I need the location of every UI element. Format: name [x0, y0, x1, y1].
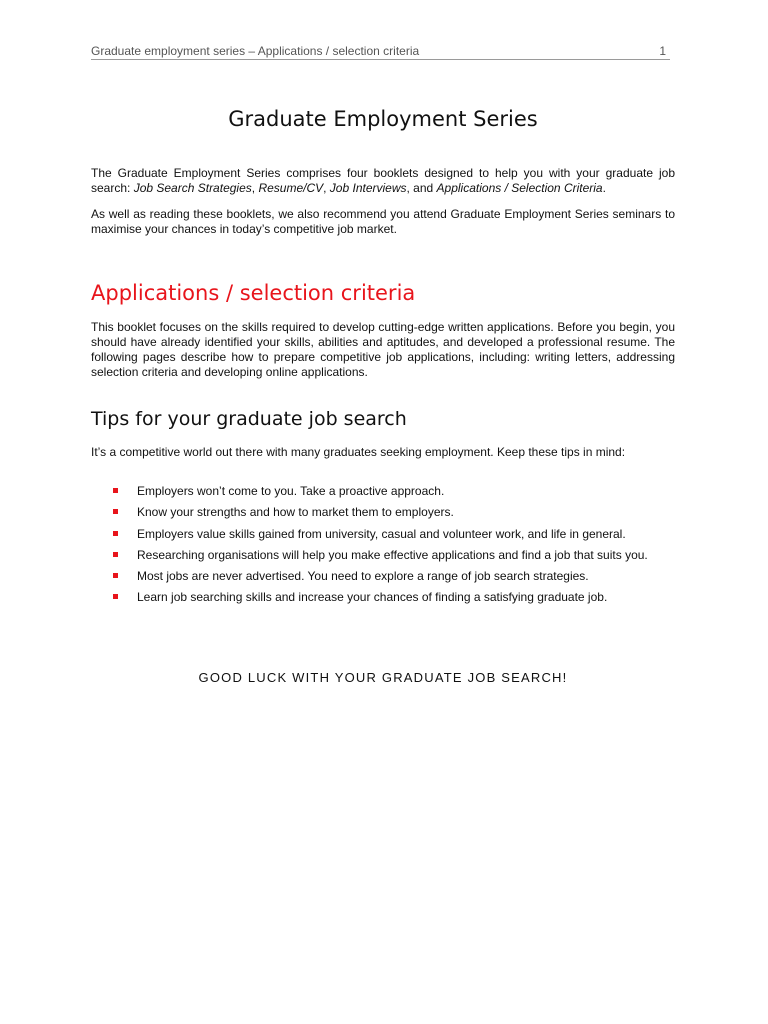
booklet-job-search-strategies: Job Search Strategies: [133, 181, 252, 195]
document-title: Graduate Employment Series: [228, 107, 538, 131]
list-item-text: Employers won’t come to you. Take a proactive approach.: [137, 484, 445, 498]
booklet-resume-cv: Resume/CV: [258, 181, 324, 195]
page-number: 1: [659, 44, 666, 58]
bullet-square-icon: [113, 531, 118, 536]
booklet-job-interviews: Job Interviews: [329, 181, 407, 195]
intro-separator: ,: [323, 181, 330, 195]
tips-heading: Tips for your graduate job search: [91, 408, 407, 430]
list-item: [91, 569, 691, 590]
intro-paragraph-1: [91, 166, 675, 196]
bullet-square-icon: [113, 594, 118, 599]
list-item-text: Most jobs are never advertised. You need to explore a range of job search strategies.: [137, 569, 589, 584]
running-header: [91, 41, 670, 60]
intro-separator: ,: [251, 181, 259, 195]
list-item-text: Know your strengths and how to market them to employers.: [137, 505, 454, 520]
bullet-square-icon: [113, 573, 118, 578]
section-body: This booklet focuses on the skills required to develop cutting-edge written applications. Before you begin, you should have already identified your skills, abilities and aptitudes, and developed a professional resume. The following pages describe how to prepare competitive job applications, including: writing letters, addressing selection criteria and developing online applications.: [91, 320, 675, 379]
list-item-text: Researching organisations will help you make effective applications and find a job that suits you.: [137, 547, 648, 562]
tips-intro: It’s a competitive world out there with many graduates seeking employment. Keep these tips in mind:: [91, 445, 626, 459]
section-heading: Applications / selection criteria: [91, 281, 416, 305]
intro-paragraph-2: As well as reading these booklets, we also recommend you attend Graduate Employment Series seminars to maximise your chances in today’s competitive job market.: [91, 207, 675, 236]
intro-text-start: The Graduate Employment Series comprises four booklets designed to help you with your graduate job search:: [91, 166, 675, 195]
booklet-applications-selection-criteria: Applications / Selection Criteria: [436, 181, 603, 195]
list-item: [91, 548, 691, 569]
bullet-square-icon: [113, 552, 118, 557]
list-item: [91, 484, 691, 505]
closing-message: GOOD LUCK WITH YOUR GRADUATE JOB SEARCH!: [198, 670, 568, 685]
list-item: [91, 590, 691, 611]
list-item-text: Learn job searching skills and increase your chances of finding a satisfying graduate job.: [137, 590, 608, 605]
tips-list: [91, 484, 691, 612]
list-item: [91, 505, 691, 526]
bullet-square-icon: [113, 509, 118, 514]
list-item: [91, 527, 691, 548]
running-header-title: Graduate employment series – Applications / selection criteria: [91, 44, 420, 58]
bullet-square-icon: [113, 488, 118, 493]
intro-text-end: .: [602, 181, 606, 195]
intro-separator: , and: [406, 181, 437, 195]
list-item-text: Employers value skills gained from university, casual and volunteer work, and life in general.: [137, 526, 626, 541]
